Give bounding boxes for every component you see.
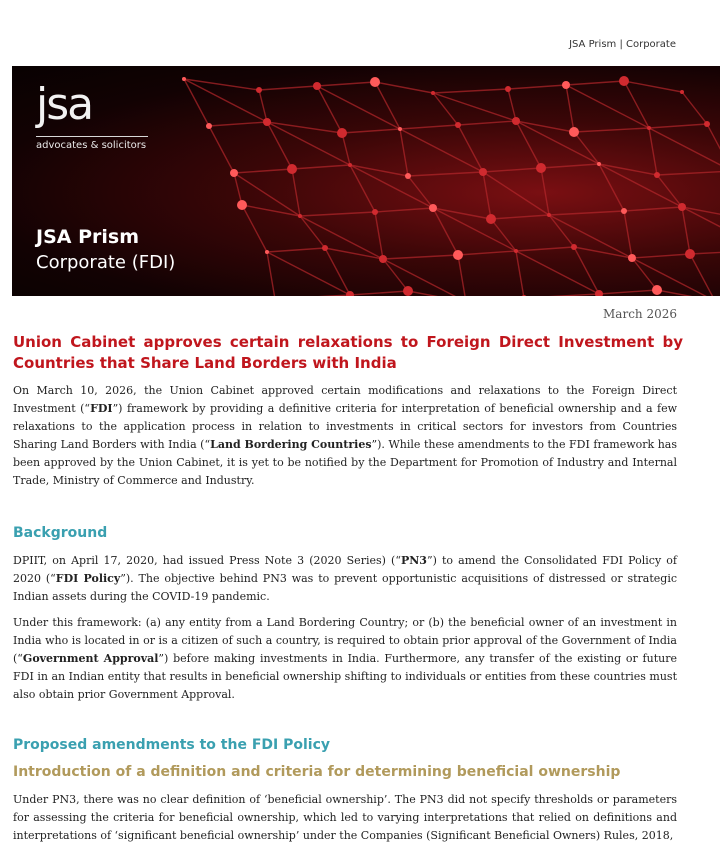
network-link (524, 294, 599, 296)
network-node (562, 81, 570, 89)
network-node (431, 91, 435, 95)
network-node (628, 254, 636, 262)
network-link (383, 259, 408, 291)
network-link (317, 86, 400, 129)
network-node (621, 208, 627, 214)
jsa-logo: jsa (36, 79, 93, 130)
network-link (566, 81, 624, 85)
network-link (649, 124, 707, 128)
network-node (337, 128, 347, 138)
network-link (541, 168, 549, 215)
logo-subtitle: advocates & solicitors (36, 140, 147, 151)
network-node (206, 123, 212, 129)
network-link (275, 295, 350, 296)
network-link (624, 211, 632, 258)
network-link (541, 164, 599, 168)
network-link (300, 212, 375, 216)
network-node (265, 250, 269, 254)
network-link (516, 121, 599, 164)
network-link (259, 90, 267, 122)
network-node (372, 209, 378, 215)
network-link (300, 216, 325, 248)
network-node (453, 250, 463, 260)
network-node (455, 122, 461, 128)
network-node (647, 126, 651, 130)
background-paragraph-1: DPIIT, on April 17, 2020, had issued Press Note 3 (2020 Series) (“PN3”) to amend the Consolidated FDI Policy of 2020 (“FDI Policy”). The objective behind PN3 was to prevent opportunistic acquisitions of distressed or strategic Indian assets during the COVID-19 pandemic. (13, 554, 678, 603)
network-node (685, 249, 695, 259)
network-link (242, 205, 267, 252)
network-link (383, 259, 466, 296)
network-node (486, 214, 496, 224)
network-link (483, 168, 541, 172)
network-link (234, 169, 292, 173)
network-link (632, 254, 690, 258)
network-link (566, 85, 649, 128)
network-link (632, 258, 657, 290)
network-link (657, 171, 720, 175)
network-node (348, 163, 352, 167)
amendments-heading: Proposed amendments to the FDI Policy (13, 737, 330, 753)
banner-subtitle: Corporate (FDI) (36, 252, 176, 273)
network-link (267, 248, 325, 252)
network-link (516, 251, 599, 294)
network-link (682, 207, 690, 254)
network-link (433, 208, 516, 251)
network-node (322, 245, 328, 251)
network-node (571, 244, 577, 250)
network-link (350, 165, 433, 208)
publication-date: March 2026 (603, 307, 677, 321)
network-link (599, 164, 682, 207)
network-node (429, 204, 437, 212)
network-link (300, 216, 383, 259)
network-link (491, 219, 516, 251)
network-node (505, 86, 511, 92)
beneficial-ownership-subheading: Introduction of a definition and criteria for determining beneficial ownership (13, 764, 621, 780)
network-node (654, 172, 660, 178)
network-link (325, 248, 383, 259)
network-link (408, 172, 483, 176)
network-link (574, 128, 649, 132)
network-node (678, 203, 686, 211)
network-node (346, 291, 354, 296)
network-link (516, 251, 524, 296)
network-link (624, 207, 682, 211)
network-link (657, 175, 682, 207)
network-link (292, 165, 350, 169)
logo-divider (36, 136, 148, 137)
network-link (400, 129, 408, 176)
network-link (267, 252, 350, 295)
network-link (400, 129, 483, 172)
network-link (682, 92, 707, 124)
background-paragraph-2: Under this framework: (a) any entity from a Land Bordering Country; or (b) the beneficial owner of an investment in India who is located in or is a citizen of such a country, is required to obtain prior approval of the Government of India (“Government Approval”) before making investments in India. Furthermore, any transfer of the existing or future FDI in an Indian entity that results in beneficial ownership shifting to individuals or entities from these countries must also obtain prior Government Approval. (13, 616, 677, 701)
network-link (342, 129, 400, 133)
amendments-paragraph-1: Under PN3, there was no clear definition of ‘beneficial ownership’. The PN3 did not specify thresholds or parameters for assessing the criteria for beneficial ownership, which led to varying interpretations that relied on definitions and interpretations of ‘significant beneficial ownership’ under the Companies (Significant Beneficial Owners) Rules, 2018, (13, 793, 677, 842)
network-link (483, 172, 491, 219)
network-link (516, 247, 574, 251)
network-link (383, 255, 458, 259)
network-node (597, 162, 601, 166)
network-node (298, 214, 302, 218)
network-link (375, 208, 433, 212)
cover-banner (12, 66, 720, 296)
network-node (398, 127, 402, 131)
network-node (182, 77, 186, 81)
network-link (508, 89, 516, 121)
network-link (375, 212, 383, 259)
network-link (317, 82, 375, 86)
background-heading: Background (13, 525, 108, 541)
network-link (259, 86, 317, 90)
network-node (619, 76, 629, 86)
network-node (479, 168, 487, 176)
network-node (595, 290, 603, 296)
network-link (375, 82, 433, 93)
network-link (566, 85, 574, 132)
network-link (549, 211, 624, 215)
network-link (433, 208, 491, 219)
network-link (599, 290, 657, 294)
network-link (624, 81, 682, 92)
network-link (574, 132, 599, 164)
network-link (649, 128, 720, 171)
network-link (209, 126, 234, 173)
network-node (256, 87, 262, 93)
network-link (599, 164, 657, 175)
network-link (209, 122, 267, 126)
network-link (483, 172, 549, 215)
network-link (292, 169, 300, 216)
network-node (287, 164, 297, 174)
network-node (652, 285, 662, 295)
network-link (649, 128, 657, 175)
network-link (516, 121, 574, 132)
network-node (704, 121, 710, 127)
network-link (458, 255, 466, 296)
network-node (230, 169, 238, 177)
network-link (508, 85, 566, 89)
network-link (433, 89, 508, 93)
network-node (569, 127, 579, 137)
network-node (237, 200, 247, 210)
header-tag: JSA Prism | Corporate (569, 39, 676, 50)
network-node (536, 163, 546, 173)
network-node (547, 213, 551, 217)
network-link (400, 125, 458, 129)
network-node (521, 295, 527, 296)
network-link (491, 215, 549, 219)
network-link (549, 215, 574, 247)
network-node (313, 82, 321, 90)
network-link (350, 291, 408, 295)
network-node (263, 118, 271, 126)
network-node (379, 255, 387, 263)
network-link (657, 290, 715, 296)
network-link (574, 247, 632, 258)
network-link (458, 121, 516, 125)
intro-paragraph: On March 10, 2026, the Union Cabinet approved certain modifications and relaxations to the Foreign Direct Investment (“FDI”) framework by providing a definitive criteria for interpretation of beneficial ownership and a few relaxations to the application process in relation to investments in critical sectors for investors from Countries Sharing Land Borders with India (“Land Bordering Countries”). While these amendments to the FDI framework has been approved by the Union Cabinet, it is yet to be notified by the Department for Promotion of Industry and Internal Trade, Ministry of Commerce and Industry. (13, 384, 678, 487)
network-link (267, 252, 275, 296)
banner-title: JSA Prism (36, 226, 139, 248)
network-node (680, 90, 684, 94)
network-node (370, 77, 380, 87)
network-node (405, 173, 411, 179)
network-link (458, 251, 516, 255)
network-node (512, 117, 520, 125)
network-link (408, 291, 466, 296)
network-link (350, 165, 408, 176)
network-link (433, 93, 516, 121)
network-node (514, 249, 518, 253)
network-link (549, 215, 632, 258)
main-title: Union Cabinet approves certain relaxations to Foreign Direct Investment by Countries that Share Land Borders with India (13, 333, 683, 372)
network-link (408, 176, 433, 208)
network-node (403, 286, 413, 296)
